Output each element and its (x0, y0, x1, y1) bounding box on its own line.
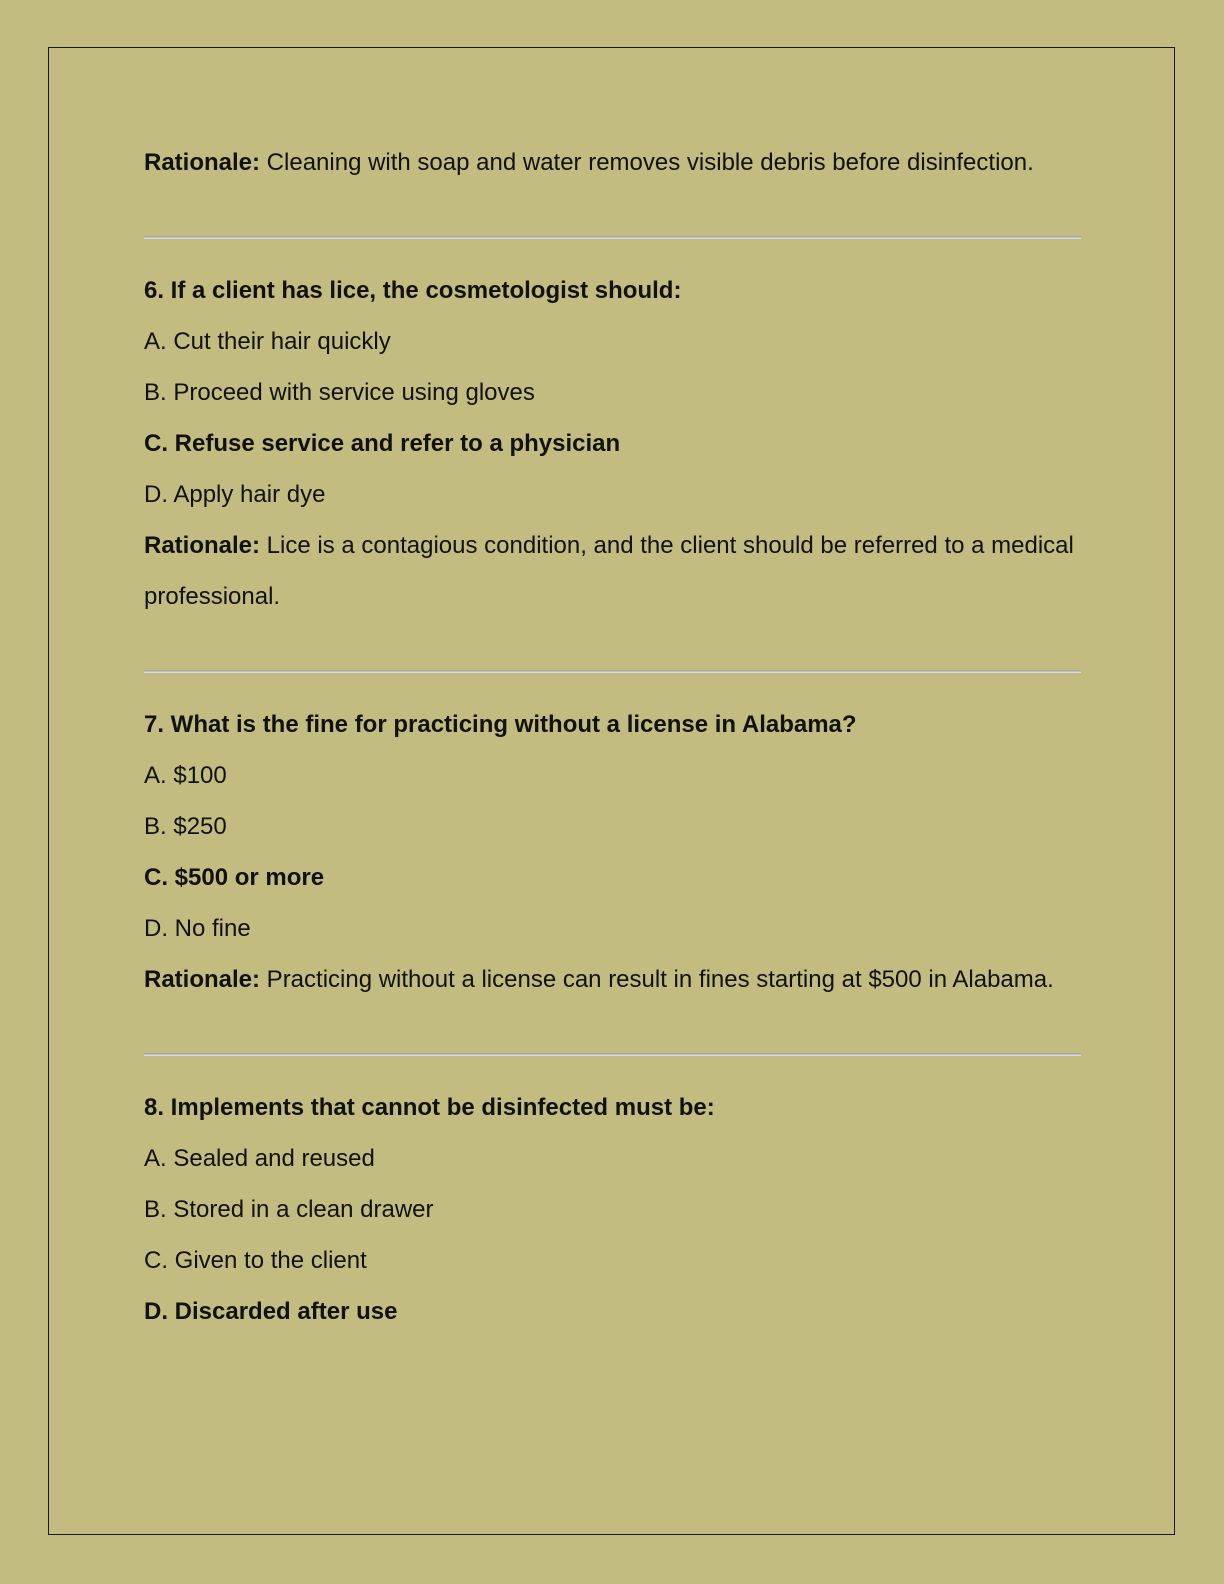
question-prompt: 8. Implements that cannot be disinfected must be: (144, 1094, 715, 1121)
answer-option-b: B. $250 (144, 813, 227, 840)
answer-option-a: A. Cut their hair quickly (144, 328, 391, 355)
rationale-text: Lice is a contagious condition, and the client should be referred to a medical professional. (144, 532, 1074, 610)
rationale (144, 954, 1084, 1005)
answer-option-b: B. Proceed with service using gloves (144, 379, 535, 406)
page-content (144, 137, 1084, 1337)
answer-option-c-correct: C. $500 or more (144, 864, 325, 891)
answer-option-d-correct: D. Discarded after use (144, 1298, 398, 1325)
rationale-label: Rationale: (144, 966, 261, 993)
answer-option-d: D. No fine (144, 915, 251, 942)
answer-option-b: B. Stored in a clean drawer (144, 1196, 434, 1223)
rationale-text: Cleaning with soap and water removes visible debris before disinfection. (260, 149, 1034, 176)
rationale-text: Practicing without a license can result in fines starting at $500 in Alabama. (260, 966, 1054, 993)
rationale-q5 (144, 137, 1084, 188)
answer-option-c-correct: C. Refuse service and refer to a physician (144, 430, 621, 457)
answer-option-c: C. Given to the client (144, 1247, 367, 1274)
question-block-8 (144, 1082, 1084, 1337)
question-block-6 (144, 265, 1084, 622)
question-prompt: 7. What is the fine for practicing without a license in Alabama? (144, 711, 857, 738)
rationale-label: Rationale: (144, 532, 261, 559)
rationale-label: Rationale: (144, 149, 261, 176)
rationale (144, 520, 1084, 622)
question-block-7 (144, 699, 1084, 1005)
answer-option-a: A. $100 (144, 762, 227, 789)
answer-option-a: A. Sealed and reused (144, 1145, 375, 1172)
answer-option-d: D. Apply hair dye (144, 481, 326, 508)
question-prompt: 6. If a client has lice, the cosmetologist should: (144, 277, 682, 304)
